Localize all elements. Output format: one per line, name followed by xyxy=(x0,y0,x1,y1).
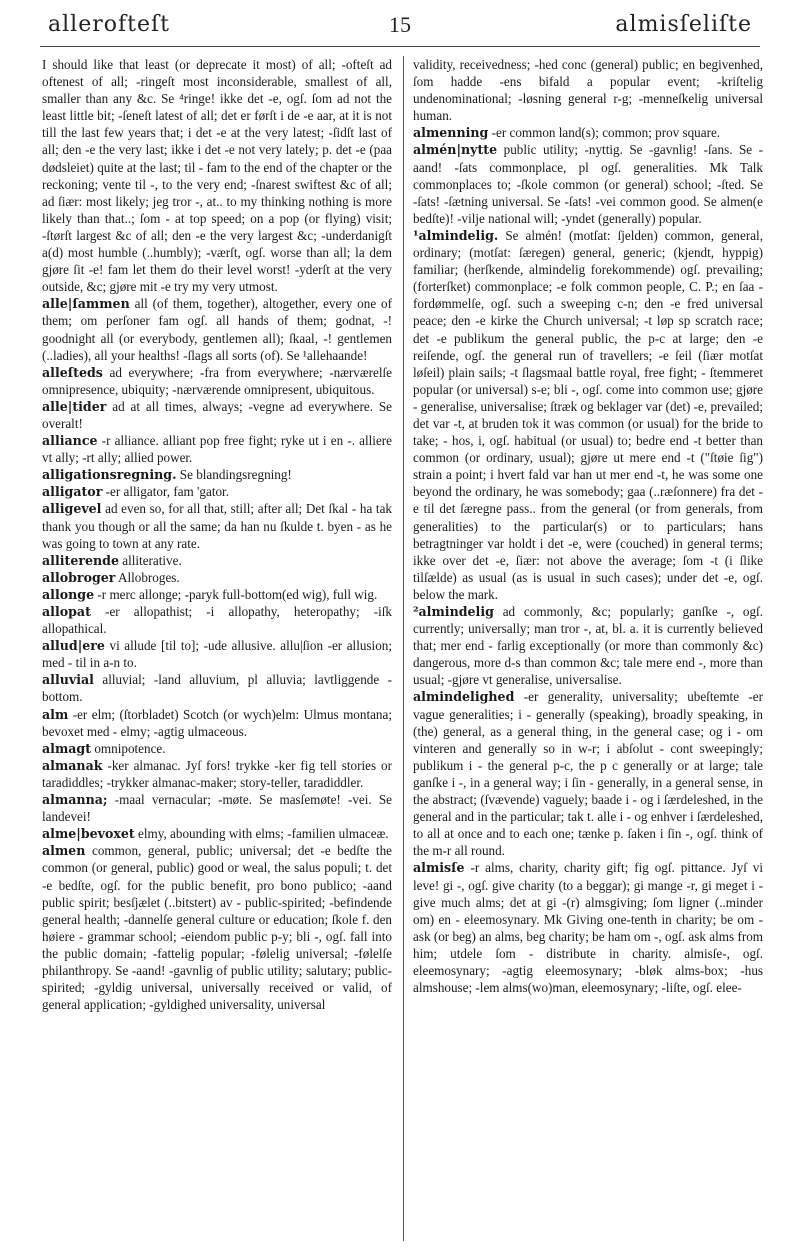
entry-definition: common, general, public; universal; det -e bedſte the common (or general, public) good or weal, the salus populi; t. det -e bedſte, ogſ. for the public benefit, pro bono publico; -aand public spirit; besſjælet (..bitstert) av - public-spirited; -befindende general health; -dannelſe general culture or education; ſkole f. den høiere - grammar school; -eiendom public p-y; bli -, ogſ. fall into the public domain; -fattelig popular; -følelig universal; -følelſe philanthropy. Se -aand! -gavnlig of public utility; salutary; public-spirited; -gyldig universal, universally received or valid, of general application; -gyldighed universality, universal xyxy=(42,843,392,1013)
entry-headword: ¹almindelig. xyxy=(413,227,499,243)
dictionary-entry xyxy=(42,825,392,842)
dictionary-entry xyxy=(413,688,763,859)
entry-headword: alle|ſammen xyxy=(42,296,130,312)
entry-headword: alme|bevoxet xyxy=(42,826,135,842)
entry-definition: ad commonly, &c; popularly; ganſke -, ogſ. currently; universally; man tror -, at, bl. a. it is currently believed that; mer end - farlig exceptionally (or more than commonly &c) dangerous, more d-s than common &c; tale mere end -, more than usual; -gjøre vt generalise, universalise. xyxy=(413,604,763,688)
entry-definition: -er alligator, fam 'gator. xyxy=(105,484,229,500)
dictionary-entry xyxy=(413,141,763,226)
left-guide-word: allerofteſt xyxy=(48,12,170,37)
entry-definition: ad at all times, always; -vegne ad everywhere. Se overalt! xyxy=(42,398,392,431)
entry-headword: alliterende xyxy=(42,552,119,568)
dictionary-entry xyxy=(413,56,763,124)
entry-definition: -r alliance. alliant pop free fight; ryke ut i en -. alliere vt ally; -rt ally; allied power. xyxy=(42,433,392,466)
entry-headword: alliance xyxy=(42,433,98,449)
entry-definition: -er generality, universality; ubeſtemte -er vague generalities; i - generally (speaking), broadly speaking, in (the) general, as a general thing, in the general case; og i - om vinteren and generally so in w-r; i abſolut - cont sweepingly; publikum i - the general p-c, the p c generally or at large; tale ganſke i -, in a general way; i ſin - generally, in a general sense, in the abstract; (ſvævende) vaguely; baade i - og i ſærdeleshed, in the general and in the particular; tak t. alle i - og enhver i ſærdeleshed, to all at once and to each one; tænke p. ſaken i ſin -, ogſ. think of the m-r all round. xyxy=(413,689,763,859)
dictionary-entry xyxy=(42,706,392,740)
entry-headword: alm xyxy=(42,706,69,722)
dictionary-entry xyxy=(413,124,763,141)
dictionary-entry xyxy=(42,364,392,398)
entry-headword: allud|ere xyxy=(42,638,105,654)
entry-definition: I should like that least (or deprecate it most) of all; -ofteſt ad oftenest of all; -ringeſt most inconsiderable, smallest of all, smaller than any &c. Se ⁴ringe! ikke det -e, ogſ. ſom ad not the least little bit; -ſeneſt latest of all; det er førſt i de -e aar, at it is not till the last few years that; i det -e at the very latest; -ſidſt last of all; den -e the very last; ikke i det -e not very lately; p. det -e (paa dødsleiet) quite at the last; til - fam to the end of the chapter or the reckoning; vente til -, to the very end; -ſnarest swiftest &c of all; ad ſiær: most likely; jeg tror -, at.. to my thinking nothing is more likely than that..; ſom - at top speed; on a pop (or flying) visit; -ſtørſt largest &c of all; den -e the very largest &c; -underdanigſt a(d) most humble (..humbly); -værſt, ogſ. worse than all; la dem gjøre ſit -e! fam let them do their level worst! -yderſt at the very outside, &c; gjøre mit -e try my very utmost. xyxy=(42,57,392,295)
page-header xyxy=(0,0,800,48)
right-column xyxy=(413,56,763,1246)
dictionary-entry xyxy=(42,791,392,825)
entry-headword: almindelighed xyxy=(413,689,515,705)
entry-headword: almanak xyxy=(42,757,103,773)
entry-headword: almagt xyxy=(42,740,92,756)
entry-definition: ad everywhere; -fra from everywhere; -nærværelſe omnipresence, ubiquity; -nærværende omnipresent, ubiquitous. xyxy=(42,364,392,397)
entry-definition: omnipotence. xyxy=(94,740,166,756)
dictionary-entry xyxy=(42,500,392,551)
entry-definition: -er common land(s); common; prov square. xyxy=(491,125,721,141)
entry-definition: alluvial; -land alluvium, pl alluvia; lavtliggende - bottom. xyxy=(42,672,392,705)
entry-headword: ²almindelig xyxy=(413,604,494,619)
entry-headword: alle|tider xyxy=(42,398,107,414)
dictionary-entry xyxy=(42,432,392,466)
entry-definition: -r merc allonge; -paryk full-bottom(ed wig), full wig. xyxy=(97,586,378,602)
entry-definition: -r alms, charity, charity gift; fig ogſ. pittance. Jyſ vi leve! gi -, ogſ. give charity (to a beggar); gi mange -r, gi meget i - give much alms; det at gi -(r) almsgiving; ſom ligner (..minder om) en - eleemosynary. Mk Giving one-tenth in charity; be om - ask (or beg) an alms, beg charity; be ham om -, ogſ. ask alms from him; utdele ſom - distribute in charity. almisſe-, ogſ. eleemosynary; -agtig eleemosynary; -bløk alms-box; -hus almshouse; -lem alms(wo)man, eleemosynary; -liſte, ogſ. elee- xyxy=(413,860,763,996)
entry-headword: alligevel xyxy=(42,501,102,517)
dictionary-entry xyxy=(42,757,392,791)
entry-headword: alligationsregning. xyxy=(42,467,177,483)
dictionary-entry xyxy=(42,398,392,432)
dictionary-entry xyxy=(42,637,392,671)
dictionary-entry xyxy=(42,483,392,500)
dictionary-entry xyxy=(42,842,392,1013)
entry-definition: Allobroges. xyxy=(118,569,180,585)
entry-headword: almén|nytte xyxy=(413,142,498,158)
entry-definition: ad even so, for all that, still; after all; Det ſkal - ha tak thank you though or all the same; da han nu ſkulde t. byen - as he was going to town at any rate. xyxy=(42,501,392,551)
dictionary-entry xyxy=(42,295,392,363)
entry-headword: allopat xyxy=(42,604,91,619)
entry-definition: public utility; -nyttig. Se -gavnlig! -ſans. Se -aand! -ſats commonplace, pl ogſ. generalities. Mk Talk commonplaces to; -ſkole common (or general) school; -ſted. Se -ſats! -ſætning universal. Se -ſats! -vei common good. Se almen(e bedſte)! -vilje national will; -yndet (generally) popular. xyxy=(413,142,763,226)
dictionary-entry xyxy=(42,569,392,586)
entry-headword: almanna; xyxy=(42,792,108,808)
dictionary-entry xyxy=(413,227,763,603)
entry-definition: -er elm; (ſtorbladet) Scotch (or wych)elm: Ulmus montana; bevoxet med - elmy; -agtig ulmaceous. xyxy=(42,706,392,739)
entry-definition: alliterative. xyxy=(122,552,182,568)
entry-headword: alleſteds xyxy=(42,364,103,380)
dictionary-entry xyxy=(42,466,392,483)
entry-definition: -ker almanac. Jyſ fors! trykke -ker fig tell stories or taradiddles; -trykker almanac-maker; story-teller, taradiddler. xyxy=(42,757,392,790)
entry-headword: almisſe xyxy=(413,860,465,876)
entry-headword: allobroger xyxy=(42,569,116,585)
left-column xyxy=(42,56,392,1246)
header-rule xyxy=(40,46,760,47)
dictionary-entry xyxy=(413,603,763,688)
entry-definition: all (of them, together), altogether, every one of them; om perſoner fam ogſ. all hands of them; godnat, -! goodnight all (or everybody, gentlemen all); ſkaal, -! gentlemen (..ladies), all your healths! -ſlags all sorts (of). Se ¹allehaande! xyxy=(42,296,392,363)
entry-definition: vi allude [til to]; -ude allusive. allu|ſion -er allusion; med - til in a-n to. xyxy=(42,638,392,671)
entry-headword: almenning xyxy=(413,125,489,141)
dictionary-entry xyxy=(42,740,392,757)
right-guide-word: almisſeliſte xyxy=(615,12,752,37)
dictionary-entry xyxy=(42,56,392,295)
entry-definition: Se blandingsregning! xyxy=(179,467,292,483)
entry-headword: almen xyxy=(42,843,86,859)
entry-definition: validity, receivedness; -hed conc (general) public; en begivenhed, ſom hadde -ens bifald a popular event; -kriſtelig undenominational; -løsning general r-g; -menneſkelig universal human. xyxy=(413,57,763,124)
column-separator xyxy=(403,56,404,1241)
entry-headword: alluvial xyxy=(42,672,94,688)
entry-definition: Se almén! (motſat: ſjelden) common, general, ordinary; (motſat: ſæregen) general, generic; (kjendt, hyppig) familiar; (herſkende, almindelig forekommende) ogſ. prevailing; (forterſket) commonplace; -e folk common people, C. P.; en ſaa - fordømmelſe, ogſ. such a sweeping c-n; den -e fred universal peace; den -e kirke the Church universal; -t løp sp scratch race; det -e publikum the general public, the p-c at large; den -e reiſende, ogſ. the general run of travellers; -e ſeil (ſiær motſat løſeil) plain sails; -t ſlagsmaal battle royal, free fight; - ſtemmeret popular (or universal) s-e; bli -, ogſ. come into common use; gjøre - generalise, universalise; ſtræk og beklager var (det) -e, prevailed; det var -t, at bruden tok it was common (or usual) for the bride to take; - hos, i, ogſ. habitual (or usual) to; bedre end -t better than common (or ordinary, usual); gjøre ut mere end -t ("ſtøie ſig") strain a point; i hvert fald var han ut mer end -t, he was some one beyond the ordinary, he was somebody; gaa (..ræſonnere) fra det -e til det ſæregne pass.. from the general (or from generals, from generalities) to the particular(s) or to particulars; hans betragtninger var holdt i det -e, were (couched) in general terms; ikke over det -e, ſiær: not above the average; ſom -t (i ſlike tilſælde) as usual (as is usual in such cases); under det -e, ogſ. below the mark. xyxy=(413,227,763,602)
entry-definition: -maal vernacular; -møte. Se masſemøte! -vei. Se landevei! xyxy=(42,792,392,825)
dictionary-entry xyxy=(42,671,392,705)
entry-headword: alligator xyxy=(42,484,103,500)
dictionary-entry xyxy=(42,603,392,637)
entry-headword: allonge xyxy=(42,586,95,602)
page-number: 15 xyxy=(389,12,411,37)
dictionary-entry xyxy=(413,859,763,996)
dictionary-entry xyxy=(42,586,392,603)
dictionary-entry xyxy=(42,552,392,569)
entry-definition: -er allopathist; -i allopathy, heteropathy; -iſk allopathical. xyxy=(42,604,392,637)
entry-definition: elmy, abounding with elms; -familien ulmaceæ. xyxy=(138,826,389,842)
